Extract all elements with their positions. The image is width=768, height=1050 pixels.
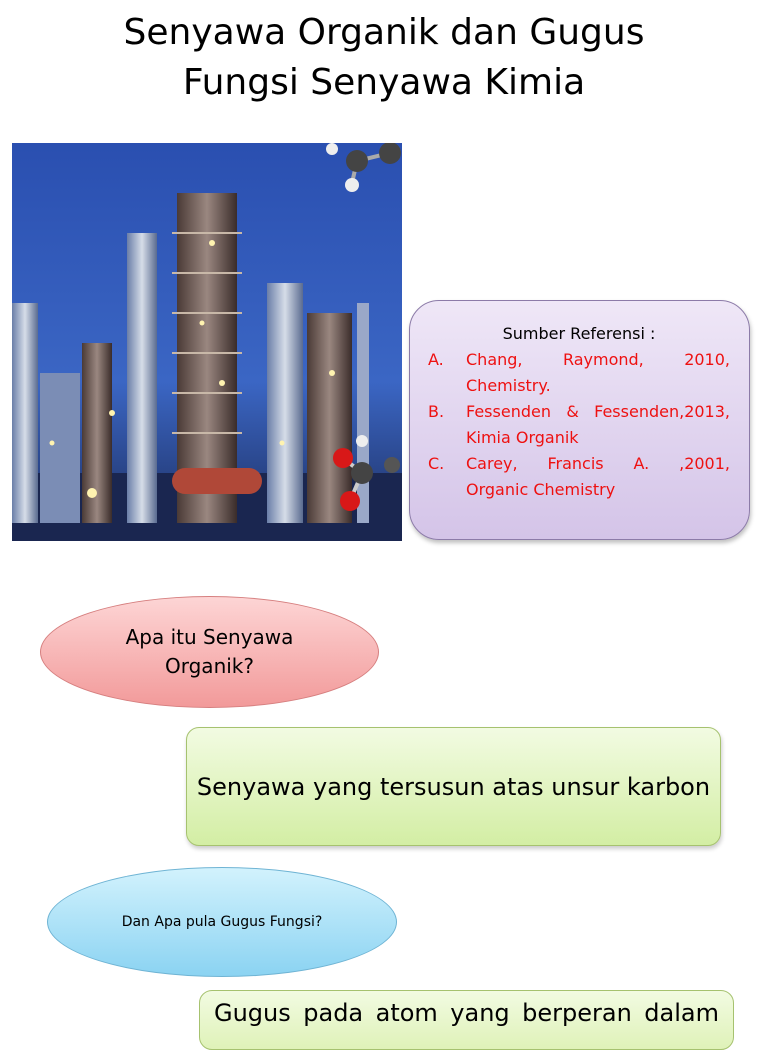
reference-line: Chemistry. xyxy=(466,376,551,395)
references-list xyxy=(428,347,730,503)
question-2-text: Dan Apa pula Gugus Fungsi? xyxy=(121,914,323,930)
refinery-photo-icon xyxy=(12,143,402,541)
question-2-bubble xyxy=(47,867,397,977)
reference-text xyxy=(466,451,730,503)
reference-letter: A. xyxy=(428,350,444,369)
reference-text xyxy=(466,399,730,451)
reference-text xyxy=(466,347,730,399)
reference-letter: C. xyxy=(428,454,445,473)
reference-letter: B. xyxy=(428,402,445,421)
answer-1-text: Senyawa yang tersusun atas unsur karbon xyxy=(196,772,711,801)
title-line-1: Senyawa Organik dan Gugus xyxy=(123,12,645,53)
answer-1-box xyxy=(186,727,721,846)
answer-2-box xyxy=(199,990,734,1050)
question-1-bubble xyxy=(40,596,379,708)
reference-line: Kimia Organik xyxy=(466,428,579,447)
references-box xyxy=(409,300,750,540)
list-item xyxy=(428,347,730,399)
references-heading: Sumber Referensi : xyxy=(502,324,656,343)
reference-line: Carey, Francis A. ,2001, xyxy=(466,454,730,473)
list-item xyxy=(428,451,730,503)
page-title xyxy=(0,8,768,108)
list-item xyxy=(428,399,730,451)
reference-line: Fessenden & Fessenden,2013, xyxy=(466,402,730,421)
answer-2-text: Gugus pada atom yang berperan dalam xyxy=(214,999,719,1027)
reference-line: Chang, Raymond, 2010, xyxy=(466,350,730,369)
title-line-2: Fungsi Senyawa Kimia xyxy=(182,62,586,103)
question-1-text: Apa itu Senyawa Organik? xyxy=(125,625,294,678)
reference-line: Organic Chemistry xyxy=(466,480,616,499)
